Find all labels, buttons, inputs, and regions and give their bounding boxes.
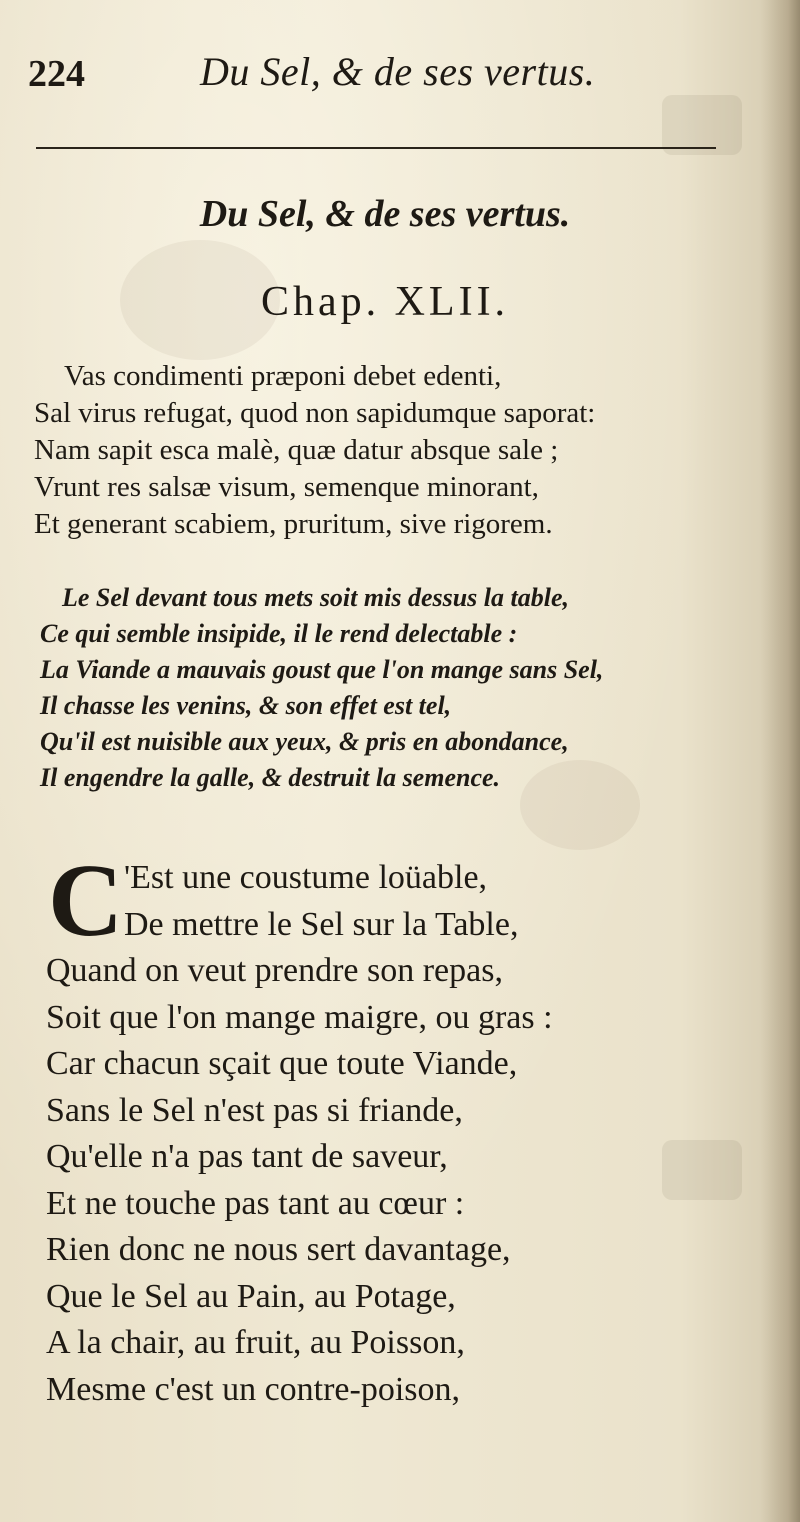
poem — [46, 843, 746, 1413]
poem-line: 'Est une coustume loüable, — [124, 859, 488, 896]
french-verse-line: Il engendre la galle, & destruit la semence. — [40, 763, 501, 792]
running-head: Du Sel, & de ses vertus. — [200, 49, 596, 94]
french-verse-line: Il chasse les venins, & son effet est tel, — [40, 691, 452, 720]
section-title: Du Sel, & de ses vertus. — [199, 193, 571, 235]
latin-verse-line: Nam sapit esca malè, quæ datur absque sale ; — [34, 434, 559, 466]
latin-verse-line: Sal virus refugat, quod non sapidumque saporat: — [34, 397, 596, 429]
latin-verse — [34, 358, 754, 543]
header-rule — [36, 147, 716, 149]
latin-verse-line: Et generant scabiem, pruritum, sive rigorem. — [34, 508, 553, 540]
poem-line: Mesme c'est un contre-poison, — [46, 1370, 461, 1408]
latin-verse-line: Vrunt res salsæ visum, semenque minorant, — [34, 471, 539, 503]
poem-line: Rien donc ne nous sert davantage, — [46, 1231, 511, 1268]
poem-line: Quand on veut prendre son repas, — [46, 952, 503, 989]
french-verse-line: Ce qui semble insipide, il le rend delectable : — [40, 619, 518, 648]
french-verse — [40, 580, 780, 796]
poem-line: De mettre le Sel sur la Table, — [124, 905, 519, 943]
french-verse-line: Le Sel devant tous mets soit mis dessus la table, — [62, 583, 570, 612]
poem-line: Sans le Sel n'est pas si friande, — [46, 1091, 463, 1129]
french-verse-line: Qu'il est nuisible aux yeux, & pris en abondance, — [40, 727, 569, 756]
drop-cap: C — [48, 843, 124, 958]
chapter-heading: Chap. XLII. — [260, 279, 510, 325]
poem-line: Soit que l'on mange maigre, ou gras : — [46, 998, 553, 1036]
poem-line: Car chacun sçait que toute Viande, — [46, 1045, 518, 1082]
poem-line: Que le Sel au Pain, au Potage, — [46, 1277, 456, 1315]
poem-line: Qu'elle n'a pas tant de saveur, — [46, 1138, 448, 1175]
poem-line: A la chair, au fruit, au Poisson, — [46, 1324, 465, 1361]
french-verse-line: La Viande a mauvais goust que l'on mange sans Sel, — [40, 655, 604, 684]
page-number: 224 — [28, 53, 85, 95]
poem-line: Et ne touche pas tant au cœur : — [46, 1184, 465, 1222]
latin-verse-line: Vas condimenti præponi debet edenti, — [64, 360, 502, 392]
ink-bleed-through — [662, 95, 742, 155]
